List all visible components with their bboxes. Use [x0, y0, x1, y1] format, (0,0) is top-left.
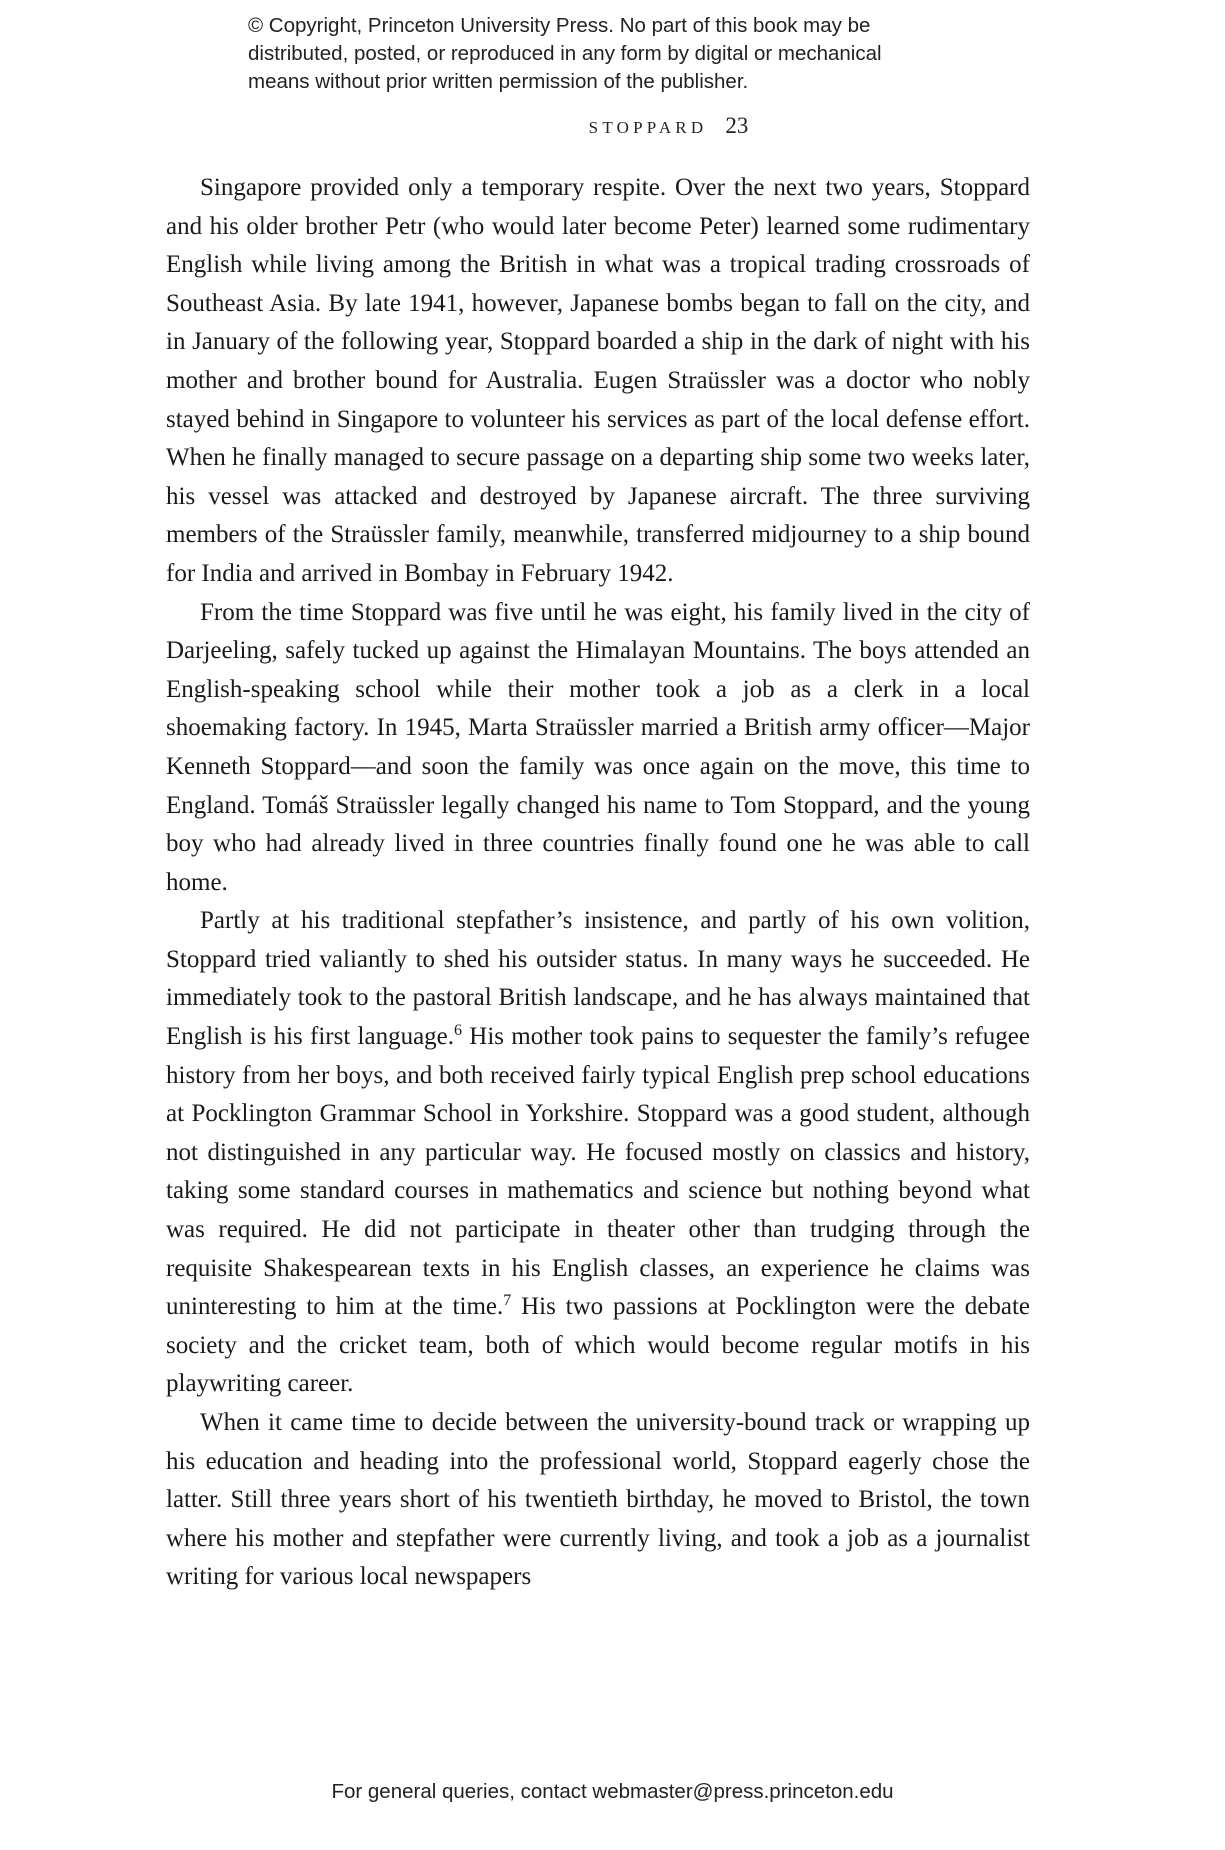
paragraph-3-text-b: His mother took pains to sequester the family’s refugee history from her boys, and both received fairly typical English prep school educations at Pocklington Grammar School in Yorkshire. Stoppard was a good student, although not distinguished in any particular way. He focused mostly on classics and history, taking some standard courses in mathematics and science but nothing beyond what was required. He did not participate in theater other than trudging through the requisite Shakespearean texts in his English classes, an experience he claims was uninteresting to him at the time.	[166, 1023, 1030, 1321]
body-text	[166, 169, 1030, 1597]
paragraph-3	[166, 902, 1030, 1404]
copyright-line: means without prior written permission of the publisher.	[248, 70, 749, 93]
paragraph-2: From the time Stoppard was five until he was eight, his family lived in the city of Darjeeling, safely tucked up against the Himalayan Mountains. The boys attended an English-speaking school while their mother took a job as a clerk in a local shoemaking factory. In 1945, Marta Straüssler married a British army officer—Major Kenneth Stoppard—and soon the family was once again on the move, this time to England. Tomáš Straüssler legally changed his name to Tom Stoppard, and the young boy who had already lived in three countries finally found one he was able to call home.	[166, 598, 1030, 896]
paragraph-3-text-a: Partly at his traditional stepfather’s insistence, and partly of his own volition, Stoppard tried valiantly to shed his outsider status. In many ways he succeeded. He immediately took to the pastoral British landscape, and he has always maintained that English is his first language.	[166, 907, 1030, 1051]
page-number: 23	[725, 113, 749, 138]
footnote-ref-7[interactable]: 7	[503, 1292, 512, 1310]
footer-contact: For general queries, contact webmaster@press.princeton.edu	[331, 1780, 894, 1803]
running-head	[0, 113, 1225, 139]
footnote-ref-6[interactable]: 6	[454, 1022, 463, 1040]
running-head-title: STOPPARD	[588, 118, 708, 137]
copyright-line: distributed, posted, or reproduced in any form by digital or mechanical	[248, 42, 882, 65]
paragraph-3-text-c: His two passions at Pocklington were the debate society and the cricket team, both of which would become regular motifs in his playwriting career.	[166, 1293, 1031, 1398]
paragraph-4: When it came time to decide between the university-bound track or wrapping up his education and heading into the professional world, Stoppard eagerly chose the latter. Still three years short of his twentieth birthday, he moved to Bristol, the town where his mother and stepfather were currently living, and took a job as a journalist writing for various local newspapers	[166, 1409, 1030, 1591]
copyright-notice	[248, 12, 1048, 96]
copyright-line: © Copyright, Princeton University Press. No part of this book may be	[248, 14, 871, 37]
paragraph-1: Singapore provided only a temporary respite. Over the next two years, Stoppard and his older brother Petr (who would later become Peter) learned some rudimentary English while living among the British in what was a tropical trading crossroads of Southeast Asia. By late 1941, however, Japanese bombs began to fall on the city, and in January of the following year, Stoppard boarded a ship in the dark of night with his mother and brother bound for Australia. Eugen Straüssler was a doctor who nobly stayed behind in Singapore to volunteer his services as part of the local defense effort. When he finally managed to secure passage on a departing ship some two weeks later, his vessel was attacked and destroyed by Japanese aircraft. The three surviving members of the Straüssler family, meanwhile, transferred midjourney to a ship bound for India and arrived in Bombay in February 1942.	[166, 174, 1030, 587]
